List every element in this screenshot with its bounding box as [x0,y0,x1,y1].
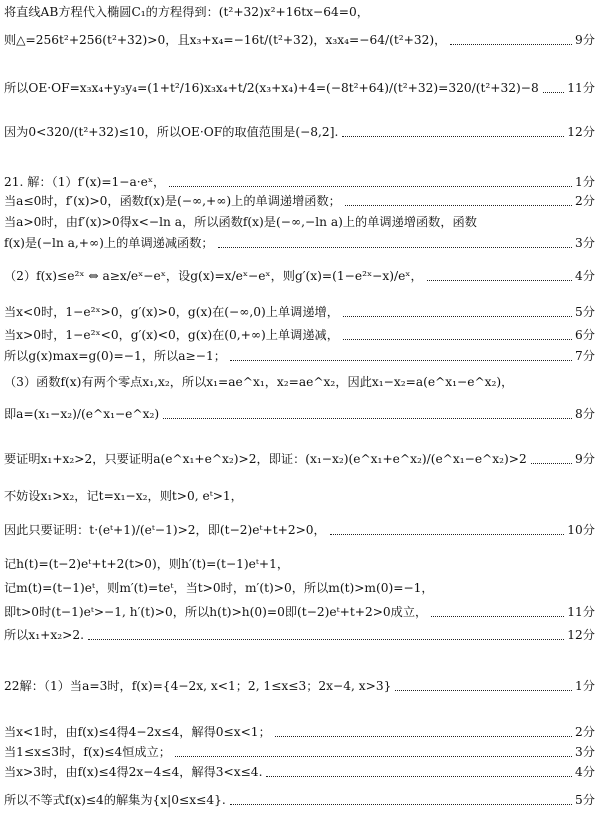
score-label: 5分 [575,305,595,319]
score-label: 2分 [575,725,595,739]
dot-leader [531,462,572,464]
line-text: f(x)是(−ln a,+∞)上的单调递减函数； [4,236,214,250]
line-text: 当x<1时，由f(x)≤4得4−2x≤4，解得0≤x<1； [4,725,271,739]
solution-line [4,327,595,343]
dot-leader [266,775,572,777]
solution-line [4,32,595,48]
score-label: 4分 [575,765,595,779]
line-text: 则△=256t²+256(t²+32)>0，且x₃+x₄=−16t/(t²+32)，x₃x₄=−64/(t²+32)， [4,33,447,47]
solution-line [4,627,595,643]
line-text: 21. 解：（1）f′(x)=1−a·eˣ， [4,175,166,189]
line-text: 当a>0时，由f′(x)>0得x<−ln a，所以函数f(x)是(−∞,−ln a)上的单调递增函数，函数 [4,215,477,229]
score-label: 12分 [567,628,595,642]
score-label: 4分 [575,269,595,283]
solution-line [4,304,595,320]
solution-line [4,374,595,390]
score-label: 11分 [567,81,595,95]
solution-line [4,268,595,284]
dot-leader [230,803,572,805]
dot-leader [175,755,572,757]
dot-leader [342,135,564,137]
line-text: 当x<0时，1−e²ˣ>0，g′(x)>0，g(x)在(−∞,0)上单调递增， [4,305,339,319]
dot-leader [543,91,565,93]
solution-line [4,580,595,596]
score-label: 9分 [575,452,595,466]
solution-line [4,792,595,808]
line-text: 当a≤0时，f′(x)>0，函数f(x)是(−∞,+∞)上的单调递增函数； [4,194,341,208]
solution-line [4,193,595,209]
dot-leader [431,615,564,617]
score-label: 11分 [567,605,595,619]
line-text: 所以x₁+x₂>2. [4,628,84,642]
dot-leader [343,315,572,317]
solution-line [4,174,595,190]
score-label: 6分 [575,328,595,342]
dot-leader [450,43,572,45]
solution-line [4,451,595,467]
dot-leader [395,689,572,691]
line-text: 要证明x₁+x₂>2，只要证明a(e^x₁+e^x₂)>2，即证：(x₁−x₂)(e^x₁+e^x₂)/(e^x₁−e^x₂)>2 [4,452,527,466]
solution-line [4,235,595,251]
line-text: （2）f(x)≤e²ˣ ⇔ a≥x/eˣ−eˣ，设g(x)=x/eˣ−eˣ，则g′(x)=(1−e²ˣ−x)/eˣ， [4,269,423,283]
dot-leader [230,359,572,361]
line-text: 不妨设x₁>x₂，记t=x₁−x₂，则t>0, eᵗ>1， [4,489,243,503]
dot-leader [343,338,572,340]
line-text: 即t>0时(t−1)eᵗ>−1, h′(t)>0，所以h(t)>h(0)=0即(t−2)eᵗ+t+2>0成立， [4,605,428,619]
solution-line [4,80,595,96]
line-text: 所以g(x)max=g(0)=−1，所以a≥−1； [4,349,226,363]
solution-line [4,522,595,538]
line-text: 即a=(x₁−x₂)/(e^x₁−e^x₂) [4,407,160,421]
line-text: 当x>0时，1−e²ˣ<0，g′(x)<0，g(x)在(0,+∞)上单调递减， [4,328,339,342]
line-text: 将直线AB方程代入椭圆C₁的方程得到：(t²+32)x²+16tx−64=0， [4,5,369,19]
dot-leader [169,185,572,187]
solution-line [4,744,595,760]
line-text: 当1≤x≤3时，f(x)≤4恒成立； [4,745,171,759]
solution-line [4,488,595,504]
score-label: 9分 [575,33,595,47]
dot-leader [345,204,572,206]
score-label: 2分 [575,194,595,208]
line-text: 记h(t)=(t−2)eᵗ+t+2(t>0)，则h′(t)=(t−1)eᵗ+1， [4,557,290,571]
dot-leader [275,735,572,737]
score-label: 8分 [575,407,595,421]
score-label: 10分 [567,523,595,537]
line-text: 因为0<320/(t²+32)≤10，所以OE·OF的取值范围是(−8,2]. [4,125,339,139]
score-label: 1分 [575,175,595,189]
solution-line [4,764,595,780]
score-label: 1分 [575,679,595,693]
score-label: 3分 [575,236,595,250]
solution-line [4,124,595,140]
score-label: 5分 [575,793,595,807]
line-text: 22解：（1）当a=3时，f(x)={4−2x, x<1；2, 1≤x≤3；2x−4, x>3} [4,679,392,693]
solution-line [4,214,595,230]
dot-leader [88,638,564,640]
solution-line [4,348,595,364]
solution-line [4,556,595,572]
solution-line [4,4,595,20]
score-label: 12分 [567,125,595,139]
solution-line [4,406,595,422]
score-label: 7分 [575,349,595,363]
dot-leader [427,279,572,281]
score-label: 3分 [575,745,595,759]
dot-leader [330,533,565,535]
dot-leader [163,417,572,419]
solution-line [4,604,595,620]
line-text: 所以不等式f(x)≤4的解集为{x|0≤x≤4}. [4,793,226,807]
solution-line [4,724,595,740]
line-text: 记m(t)=(t−1)eᵗ，则m′(t)=teᵗ，当t>0时，m′(t)>0，所以m(t)>m(0)=−1， [4,581,434,595]
solution-line [4,678,595,694]
line-text: 当x>3时，由f(x)≤4得2x−4≤4，解得3<x≤4. [4,765,263,779]
line-text: 因此只要证明：t·(eᵗ+1)/(eᵗ−1)>2，即(t−2)eᵗ+t+2>0， [4,523,326,537]
dot-leader [218,246,572,248]
line-text: 所以OE·OF=x₃x₄+y₃y₄=(1+t²/16)x₃x₄+t/2(x₃+x₄)+4=(−8t²+64)/(t²+32)=320/(t²+32)−8 [4,81,539,95]
line-text: （3）函数f(x)有两个零点x₁,x₂，所以x₁=ae^x₁，x₂=ae^x₂，因此x₁−x₂=a(e^x₁−e^x₂)， [4,375,514,389]
